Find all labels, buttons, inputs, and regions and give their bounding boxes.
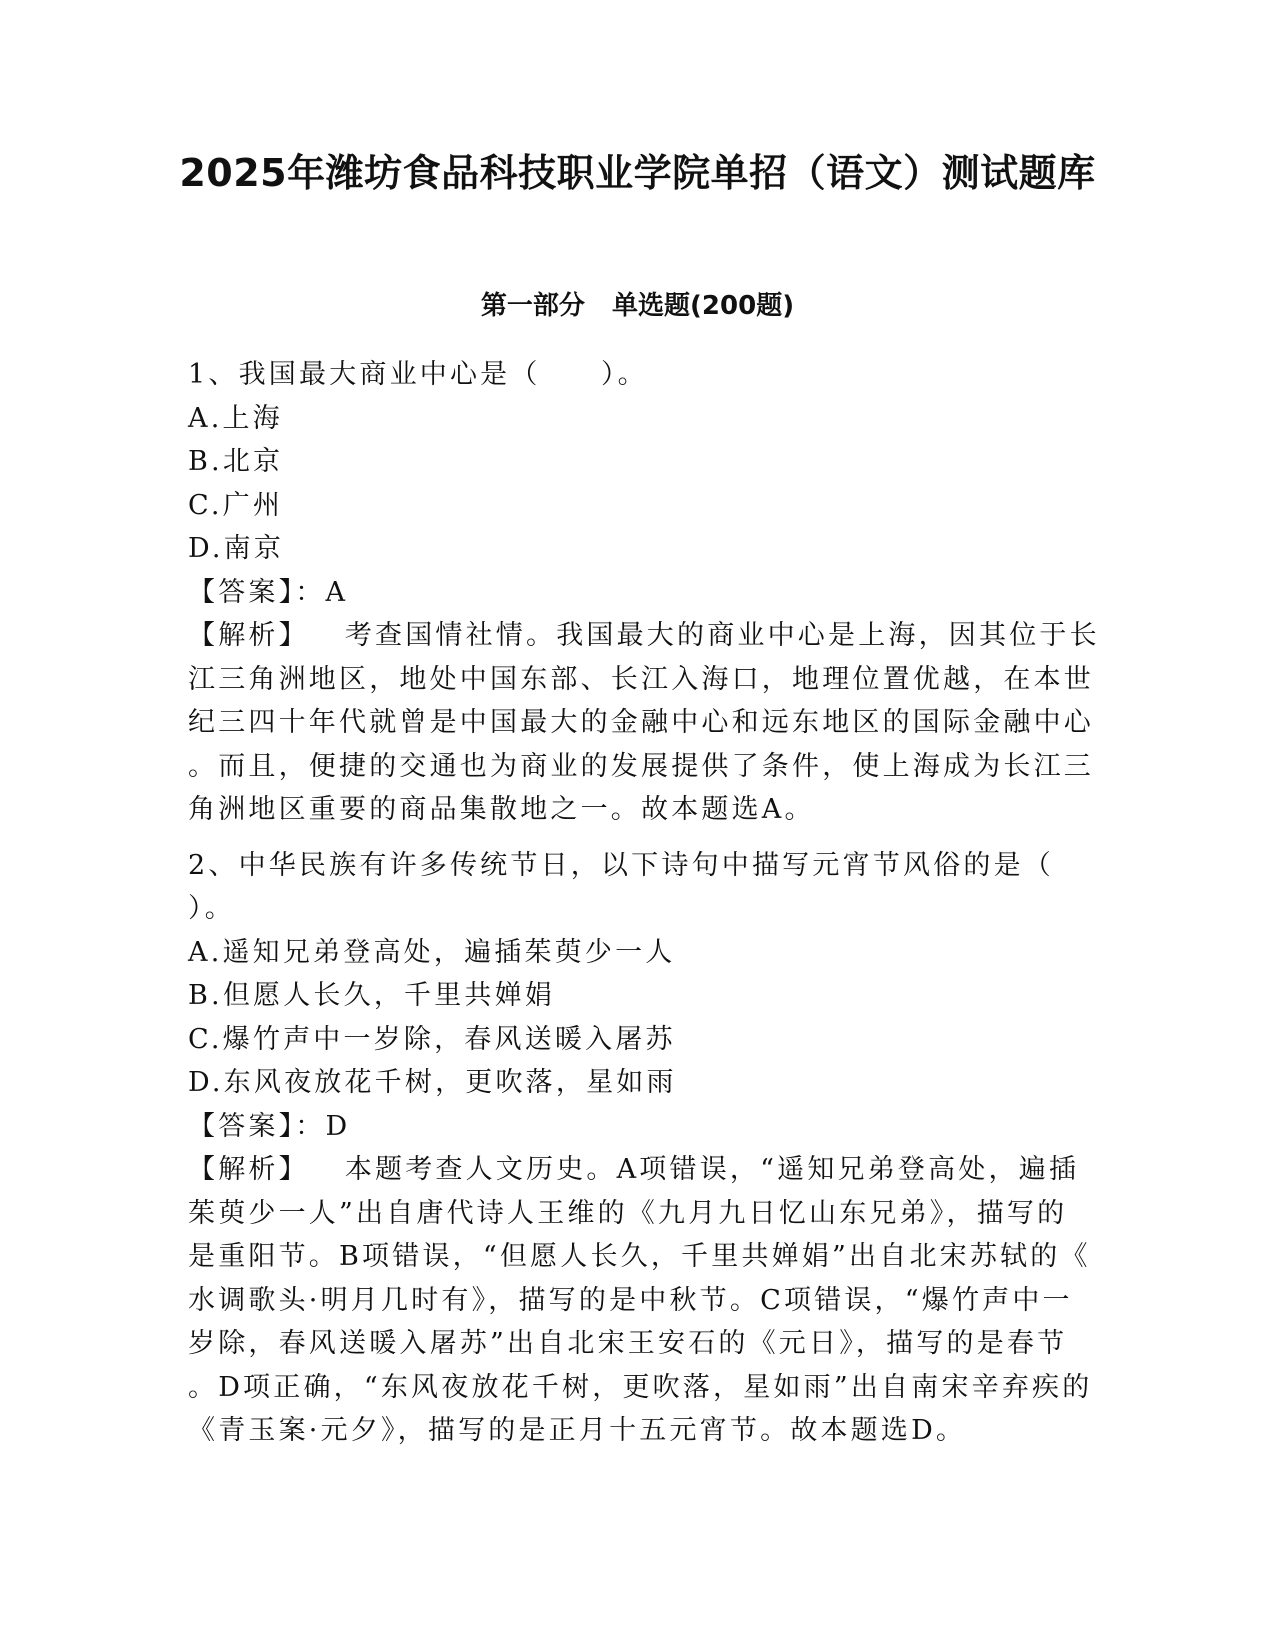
- analysis-line: 岁除，春风送暖入屠苏”出自北宋王安石的《元日》，描写的是春节: [188, 1328, 1068, 1359]
- answer-label: 【答案】：: [188, 1110, 326, 1142]
- option-a: A.遥知兄弟登高处，遍插茱萸少一人: [188, 936, 676, 968]
- answer-line: [188, 571, 1088, 615]
- analysis-label: 【解析】: [188, 620, 309, 651]
- answer-label: 【答案】：: [188, 576, 326, 608]
- analysis-text: 考查国情社情。我国最大的商业中心是上海，因其位于长: [344, 620, 1100, 651]
- analysis-line: 。D项正确，“东风夜放花千树，更吹落，星如雨”出自南宋辛弃疾的: [188, 1371, 1093, 1403]
- option-c: C.爆竹声中一岁除，春风送暖入屠苏: [188, 1023, 676, 1055]
- analysis-line: 角洲地区重要的商品集散地之一。故本题选A。: [188, 794, 815, 825]
- option-d: D.南京: [188, 533, 285, 564]
- option-d: D.东风夜放花千树，更吹落，星如雨: [188, 1067, 677, 1098]
- analysis-line: [188, 614, 1100, 658]
- analysis-line: 。而且，便捷的交通也为商业的发展提供了条件，使上海成为长江三: [188, 750, 1094, 782]
- analysis-line: 纪三四十年代就曾是中国最大的金融中心和远东地区的国际金融中心: [188, 707, 1094, 738]
- answer-line: [188, 1105, 1088, 1149]
- option-b: B.北京: [188, 446, 284, 477]
- option-b: B.但愿人长久，千里共婵娟: [188, 980, 556, 1011]
- answer-value: D: [325, 1110, 351, 1142]
- question-2: [188, 844, 1093, 1453]
- analysis-line: 是重阳节。B项错误，“但愿人长久，千里共婵娟”出自北宋苏轼的《: [188, 1241, 1091, 1272]
- question-stem: 2、中华民族有许多传统节日，以下诗句中描写元宵节风俗的是（: [188, 849, 1054, 881]
- question-stem: 1、我国最大商业中心是（ ）。: [188, 359, 648, 390]
- document-title: 2025年潍坊食品科技职业学院单招（语文）测试题库: [179, 151, 1096, 195]
- analysis-text: 本题考查人文历史。A项错误，“遥知兄弟登高处，遍插: [344, 1154, 1080, 1185]
- option-c: C.广州: [188, 489, 284, 521]
- analysis-line: 《青玉案·元夕》，描写的是正月十五元宵节。故本题选D。: [188, 1415, 967, 1446]
- option-a: A.上海: [188, 402, 283, 434]
- question-1: [188, 353, 1100, 832]
- question-list: [188, 353, 1100, 1453]
- answer-value: A: [325, 576, 349, 608]
- analysis-line: 水调歌头·明月几时有》，描写的是中秋节。C项错误，“爆竹声中一: [188, 1284, 1073, 1316]
- analysis-line: 茱萸少一人”出自唐代诗人王维的《九月九日忆山东兄弟》，描写的: [188, 1197, 1068, 1229]
- analysis-label: 【解析】: [188, 1154, 309, 1185]
- analysis-line: [188, 1148, 1088, 1192]
- section-title: 第一部分 单选题(200题): [480, 291, 795, 321]
- analysis-line: 江三角洲地区，地处中国东部、长江入海口，地理位置优越，在本世: [188, 663, 1094, 695]
- question-stem: ）。: [188, 893, 235, 924]
